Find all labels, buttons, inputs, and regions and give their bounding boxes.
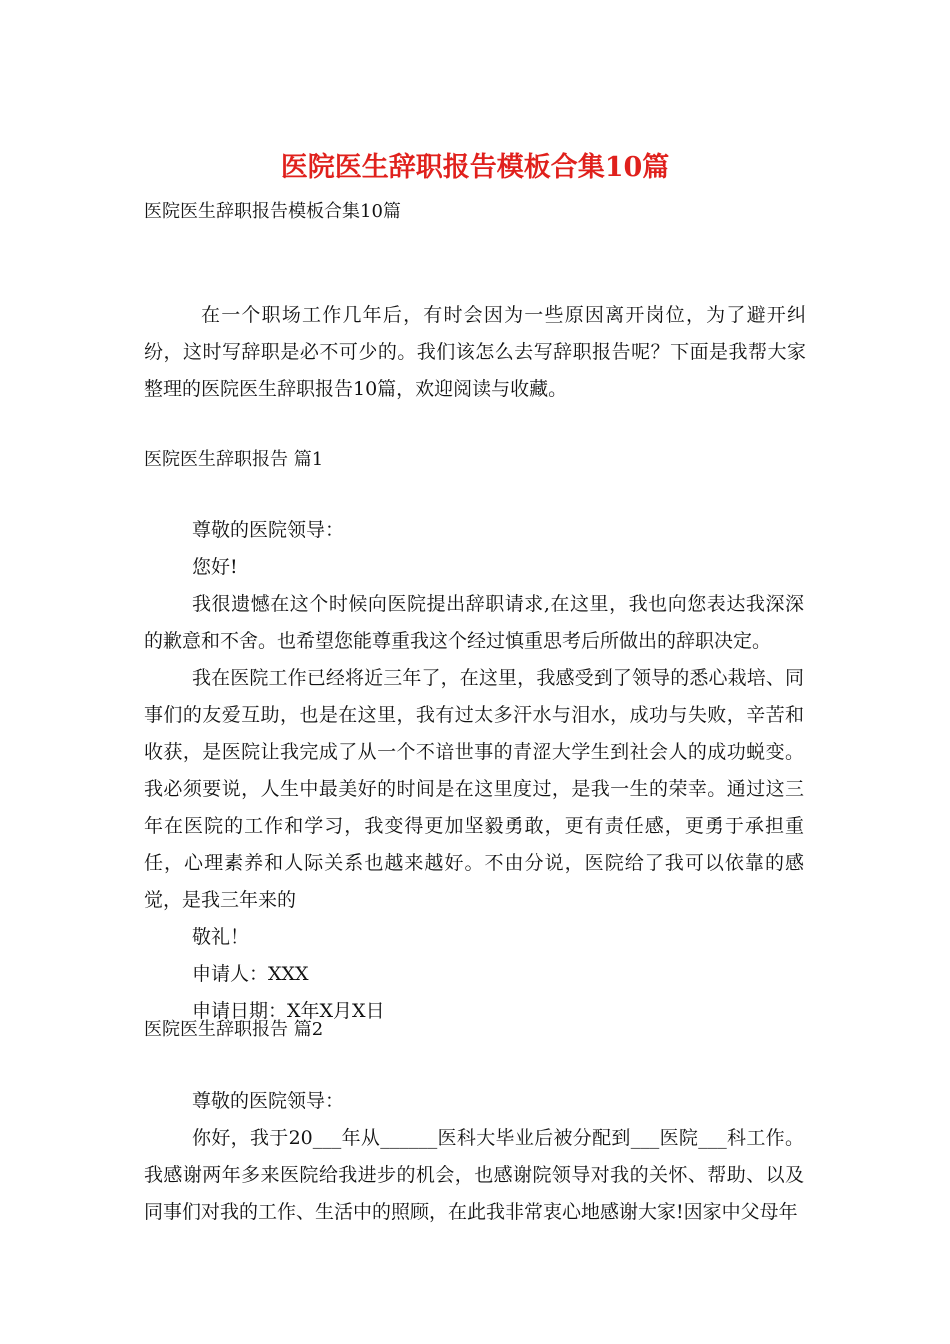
section-body-1 — [144, 512, 804, 1030]
document-title: 医院医生辞职报告模板合集10篇 — [280, 152, 670, 183]
section-heading-1: 医院医生辞职报告 篇1 — [144, 449, 324, 470]
greeting: 您好! — [192, 556, 238, 578]
body-paragraph: 你好，我于20___年从______医科大毕业后被分配到___医院___科工作。我感谢两年多来医院给我进步的机会，也感谢院领导对我的关怀、帮助、以及同事们对我的工作、生活中的照顾，在此我非常衷心地感谢大家!因家中父母年 — [144, 1127, 804, 1223]
body-paragraph: 我在医院工作已经将近三年了，在这里，我感受到了领导的悉心栽培、同事们的友爱互助，也是在这里，我有过太多汗水与泪水，成功与失败，辛苦和收获，是医院让我完成了从一个不谙世事的青涩大学生到社会人的成功蜕变。我必须要说，人生中最美好的时间是在这里度过，是我一生的荣幸。通过这三年在医院的工作和学习，我变得更加坚毅勇敢，更有责任感，更勇于承担重任，心理素养和人际关系也越来越好。不由分说，医院给了我可以依靠的感觉，是我三年来的 — [144, 667, 804, 911]
intro-paragraph: 在一个职场工作几年后，有时会因为一些原因离开岗位，为了避开纠纷，这时写辞职是必不可少的。我们该怎么去写辞职报告呢？下面是我帮大家整理的医院医生辞职报告10篇，欢迎阅读与收藏。 — [144, 304, 806, 400]
section-heading-2: 医院医生辞职报告 篇2 — [144, 1019, 324, 1040]
application-date: 申请日期：X年X月X日 — [192, 1000, 385, 1022]
document-subtitle: 医院医生辞职报告模板合集10篇 — [144, 201, 401, 222]
applicant: 申请人：XXX — [192, 963, 309, 985]
closing: 敬礼！ — [192, 926, 250, 948]
body-paragraph: 我很遗憾在这个时候向医院提出辞职请求,在这里，我也向您表达我深深的歉意和不舍。也希望您能尊重我这个经过慎重思考后所做出的辞职决定。 — [144, 593, 804, 652]
section-body-2 — [144, 1083, 804, 1231]
salutation: 尊敬的医院领导： — [192, 519, 345, 541]
salutation: 尊敬的医院领导： — [192, 1090, 345, 1112]
